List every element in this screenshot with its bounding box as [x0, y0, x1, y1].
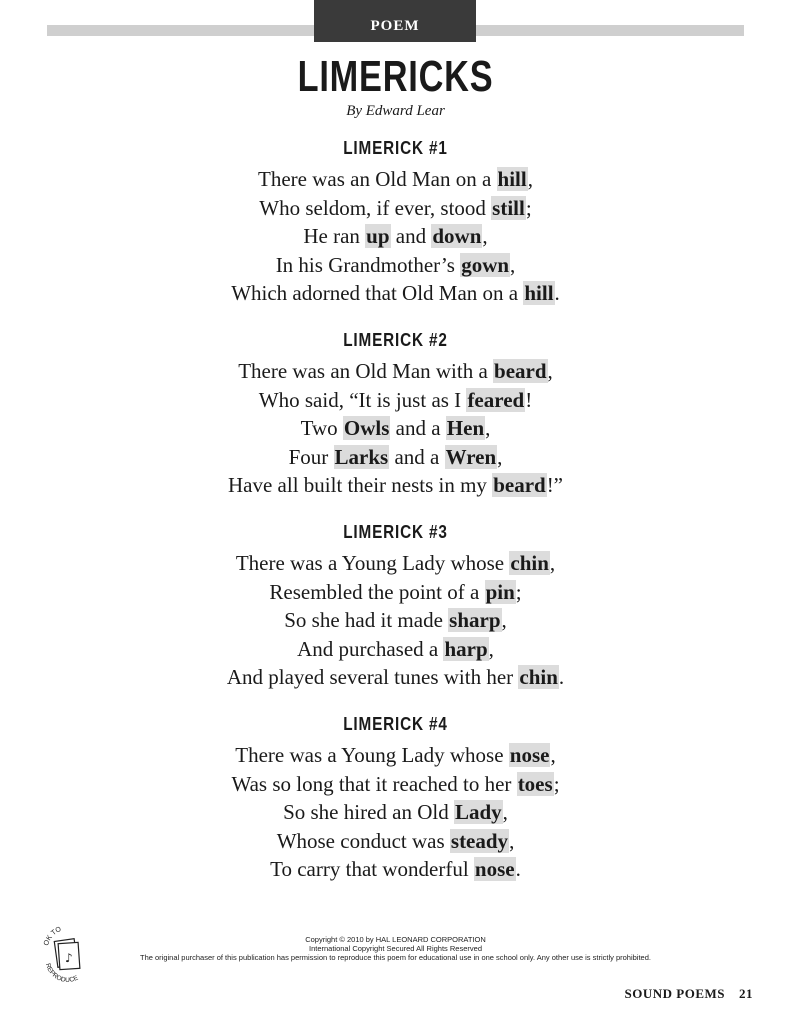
limerick-heading: LIMERICK #1	[343, 138, 448, 158]
line-text: There was a Young Lady whose	[235, 551, 510, 575]
section-tab	[314, 0, 476, 42]
rhyme-word: Larks	[334, 444, 389, 469]
byline: By Edward Lear	[346, 103, 445, 119]
rhyme-word: still	[492, 195, 525, 220]
poem-line	[0, 165, 791, 194]
line-text: Two	[300, 416, 343, 440]
line-text: .	[515, 857, 521, 881]
rhyme-word: Lady	[454, 800, 502, 824]
line-text: Was so long that it reached to her	[231, 771, 517, 796]
book-title: SOUND POEMS	[624, 986, 725, 1001]
line-text: ;	[553, 771, 560, 796]
line-text: ,	[482, 224, 488, 248]
line-text: ;	[515, 579, 522, 604]
line-text: and	[390, 224, 432, 248]
line-text: !”	[546, 473, 564, 497]
rhyme-word: hill	[497, 167, 527, 191]
line-text: Which adorned that Old Man on a	[231, 281, 524, 305]
line-text: ,	[501, 608, 507, 632]
limerick-1	[0, 138, 791, 308]
poem-line	[0, 549, 791, 578]
poem-line	[0, 251, 791, 280]
copyright-notice	[0, 935, 791, 962]
line-text: And played several tunes with her	[226, 665, 519, 689]
poem-line	[0, 386, 791, 415]
line-text: ,	[549, 551, 556, 575]
line-text: ;	[525, 195, 532, 220]
rhyme-word: chin	[510, 551, 549, 575]
rhyme-word: down	[432, 224, 482, 248]
line-text: ,	[485, 416, 491, 440]
poem-line	[0, 471, 791, 500]
line-text: ,	[527, 167, 533, 191]
line-text: So she hired an Old	[283, 800, 454, 824]
line-text: Who said, “It is just as I	[258, 387, 467, 412]
rhyme-word: toes	[517, 771, 553, 796]
poem-line	[0, 741, 791, 770]
rhyme-word: steady	[450, 828, 509, 853]
section-label: POEM	[370, 17, 420, 34]
line-text: In his Grandmother’s	[275, 252, 461, 277]
rhyme-word: beard	[494, 359, 547, 383]
poem-line	[0, 606, 791, 635]
line-text: Resembled the point of a	[269, 579, 485, 604]
poem-line	[0, 798, 791, 827]
rhyme-word: Owls	[343, 416, 390, 440]
copyright-line: Copyright © 2010 by HAL LEONARD CORPORATION	[305, 935, 486, 944]
line-text: There was an Old Man on a	[258, 167, 497, 191]
line-text: So she had it made	[284, 608, 449, 632]
copyright-line: International Copyright Secured All Rights Reserved	[308, 944, 482, 953]
page-footer	[625, 986, 753, 1002]
rhyme-word: chin	[519, 665, 558, 689]
line-text: Whose conduct was	[276, 828, 450, 853]
rhyme-word: nose	[509, 743, 550, 767]
page-title: LIMERICKS	[297, 52, 494, 101]
rhyme-word: Hen	[446, 416, 485, 440]
poem-line	[0, 663, 791, 692]
rhyme-word: harp	[444, 636, 488, 661]
poem-line	[0, 827, 791, 856]
poem-line	[0, 222, 791, 251]
rhyme-word: hill	[524, 281, 554, 305]
svg-text:♪: ♪	[65, 951, 73, 965]
poem-line	[0, 855, 791, 884]
line-text: ,	[547, 359, 553, 383]
poem-line	[0, 635, 791, 664]
line-text: To carry that wonderful	[270, 857, 474, 881]
line-text: .	[558, 665, 565, 689]
limerick-2	[0, 330, 791, 500]
line-text: Four	[288, 444, 334, 469]
line-text: !	[525, 387, 533, 412]
line-text: Have all built their nests in my	[227, 473, 493, 497]
limerick-4	[0, 714, 791, 884]
line-text: Who seldom, if ever, stood	[259, 195, 492, 220]
rhyme-word: pin	[485, 579, 515, 604]
rhyme-word: Wren	[445, 444, 497, 469]
line-text: There was an Old Man with a	[238, 359, 494, 383]
rhyme-word: beard	[493, 473, 546, 497]
line-text: and a	[389, 444, 445, 469]
limerick-heading: LIMERICK #2	[343, 330, 448, 350]
poem-line	[0, 194, 791, 223]
line-text: And purchased a	[297, 636, 444, 661]
rhyme-word: nose	[474, 857, 515, 881]
line-text: .	[554, 281, 560, 305]
line-text: ,	[550, 743, 556, 767]
rhyme-word: gown	[461, 252, 510, 277]
ok-badge-top-text: OK TO	[43, 926, 63, 947]
limerick-heading: LIMERICK #4	[343, 714, 448, 734]
limerick-heading: LIMERICK #3	[343, 522, 448, 542]
line-text: There was a Young Lady whose	[235, 743, 509, 767]
poem-line	[0, 443, 791, 472]
page-number: 21	[739, 986, 753, 1001]
rhyme-word: feared	[467, 387, 525, 412]
line-text: He ran	[303, 224, 366, 248]
limerick-3	[0, 522, 791, 692]
poem-line	[0, 279, 791, 308]
line-text: and a	[390, 416, 446, 440]
line-text: ,	[488, 636, 494, 661]
poem-line	[0, 578, 791, 607]
rhyme-word: up	[366, 224, 390, 248]
line-text: ,	[502, 800, 508, 824]
rhyme-word: sharp	[449, 608, 501, 632]
line-text: ,	[497, 444, 503, 469]
ok-badge-bottom-text: REPRODUCE	[43, 962, 80, 982]
poem-line	[0, 414, 791, 443]
poem-line	[0, 357, 791, 386]
line-text: ,	[510, 252, 516, 277]
line-text: ,	[509, 828, 515, 853]
poem-line	[0, 770, 791, 799]
copyright-line: The original purchaser of this publication has permission to reproduce this poem for educational use in one school only. Any other use is strictly prohibited.	[140, 953, 651, 962]
